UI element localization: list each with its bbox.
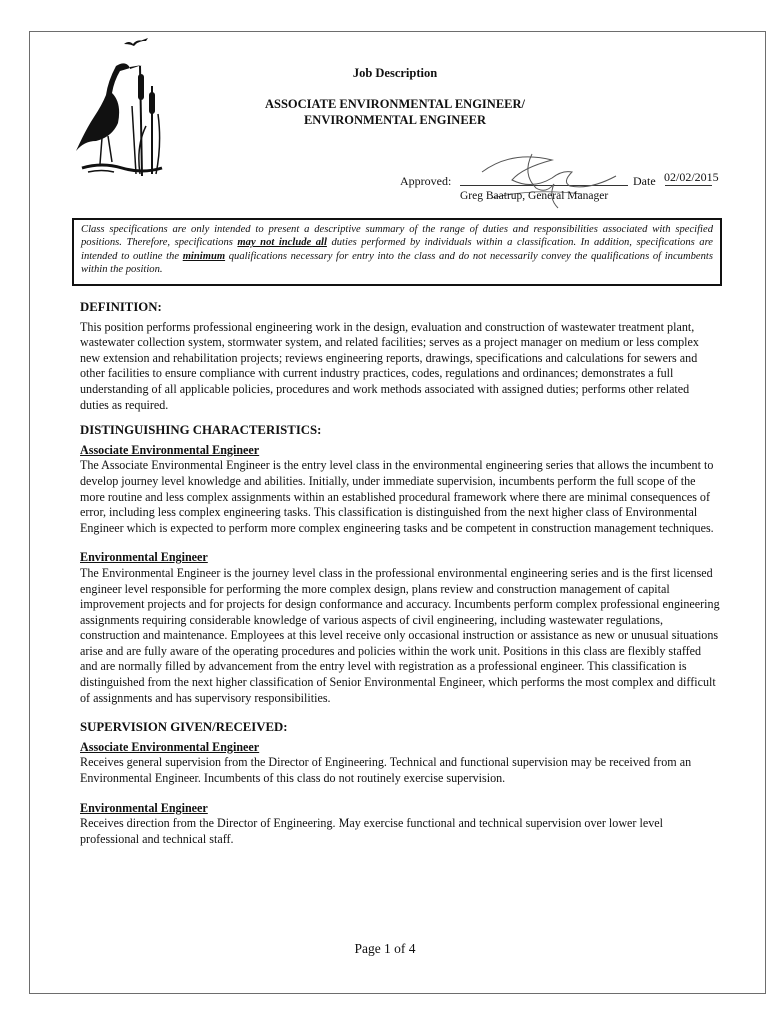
signer-name: Greg Baatrup, General Manager xyxy=(460,190,609,202)
associate-heading: Associate Environmental Engineer xyxy=(80,442,260,457)
disclaimer-emphasis-2: minimum xyxy=(182,250,226,262)
page-number: Page 1 of 4 xyxy=(354,941,416,956)
date-value: 02/02/2015 xyxy=(664,170,719,184)
date-label: Date xyxy=(633,174,656,188)
disclaimer-text-2: duties performed by individuals within a classification. In addition, specifications are intended to outline the xyxy=(81,237,713,262)
disclaimer-emphasis-1: may not include all xyxy=(237,237,327,249)
supervision-engineer-body: Receives direction from the Director of Engineering. May exercise functional and technical supervision over lower level professional and technical staff. xyxy=(80,816,663,846)
supervision-engineer-heading: Environmental Engineer xyxy=(80,800,208,815)
supervision-heading: SUPERVISION GIVEN/RECEIVED: xyxy=(80,720,288,735)
job-title-line-1: ASSOCIATE ENVIRONMENTAL ENGINEER/ xyxy=(264,97,525,111)
heron-logo-icon xyxy=(62,36,172,176)
main-content xyxy=(80,300,720,847)
definition-body: This position performs professional engineering work in the design, evaluation and construction of wastewater treatment plant, wastewater collection system, stormwater system, and related facilities; serves as a project manager on medium or less complex new extension and rehabilitation projects; reviews engineering reports, drawings, specifications and calculations for sewers and other facilities to ensure compliance with current industry practices, codes, regulations and ordinances; demonstrates a full understanding of all applicable policies, procedures and work methods associated with assigned duties; performs other related duties as required. xyxy=(80,319,699,412)
engineer-heading: Environmental Engineer xyxy=(80,550,208,565)
approved-label: Approved: xyxy=(400,174,452,188)
job-title-line-2: ENVIRONMENTAL ENGINEER xyxy=(303,113,487,127)
date-line xyxy=(665,185,712,186)
associate-body: The Associate Environmental Engineer is the entry level class in the environmental engineering series that allows the incumbent to develop journey level knowledge and abilities. Initially, under immediate supervision, incumbents perform the full scope of the more routine and less complex assignments within an established procedural framework where there are minimal consequences of error, including less complex engineering tasks. This classification is distinguished from the next higher class of Environmental Engineer which is expected to perform more complex engineering tasks and be competent in construction management techniques. xyxy=(80,458,714,535)
handwritten-signature-icon xyxy=(462,146,628,216)
distinguishing-heading: DISTINGUISHING CHARACTERISTICS: xyxy=(80,423,322,438)
document-type: Job Description xyxy=(352,66,438,80)
definition-heading: DEFINITION: xyxy=(80,300,162,314)
supervision-associate-heading: Associate Environmental Engineer xyxy=(80,739,260,754)
disclaimer-text-1: Class specifications are only intended to present a descriptive summary of the range of duties and responsibilities associated with specified positions. Therefore, specifications xyxy=(81,224,713,249)
disclaimer-text-3: qualifications necessary for entry into the class and do not necessarily convey the qualifications of incumbents within the position. xyxy=(81,250,713,275)
engineer-body: The Environmental Engineer is the journey level class in the professional environmental engineering series and is the first licensed engineer level responsible for performing the more complex design, plans review and construction management of capital improvement projects and for projects for design conformance and accuracy. Incumbents perform complex professional engineering assignments requiring considerable knowledge of various aspects of civil engineering, including wastewater regulations, construction and maintenance. Employees at this level receive only occasional instruction or assistance as new or unusual situations arise and are fully aware of the operating procedures and policies within the work unit. Positions in this class are flexibly staffed and are normally filled by advancement from the entry level with registration as a professional engineer. This classification is distinguished from the next higher classification of Senior Environmental Engineer, which performs the most complex and difficult of assignments and has supervisory responsibilities. xyxy=(80,565,720,705)
supervision-associate-body: Receives general supervision from the Director of Engineering. Technical and functional supervision may be received from an Environmental Engineer. Incumbents of this class do not routinely exercise supervision. xyxy=(80,755,692,786)
disclaimer-box xyxy=(72,218,722,286)
